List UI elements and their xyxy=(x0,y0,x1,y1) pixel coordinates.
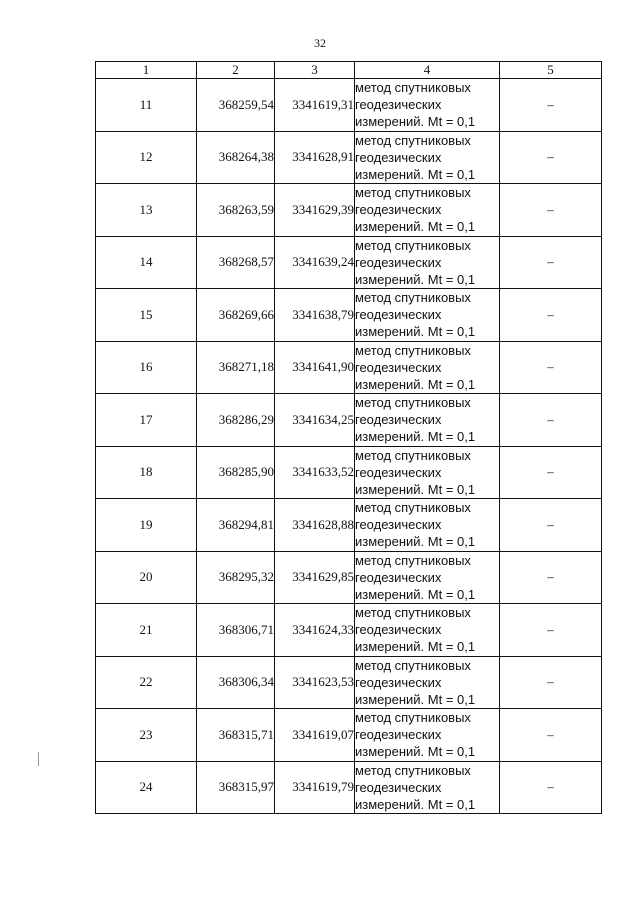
method-line: геодезических xyxy=(355,727,442,743)
note-cell: – xyxy=(500,341,602,394)
method-cell xyxy=(355,761,500,814)
note-cell: – xyxy=(500,184,602,237)
y-coordinate-cell: 3341628,88 xyxy=(275,499,355,552)
y-coordinate-cell: 3341619,79 xyxy=(275,761,355,814)
point-number-cell: 22 xyxy=(96,656,197,709)
method-line: геодезических xyxy=(355,674,442,690)
note-cell: – xyxy=(500,656,602,709)
note-cell: – xyxy=(500,551,602,604)
x-coordinate-cell: 368268,57 xyxy=(197,236,275,289)
method-cell xyxy=(355,709,500,762)
x-coordinate-cell: 368269,66 xyxy=(197,289,275,342)
method-line: геодезических xyxy=(355,202,442,218)
note-cell: – xyxy=(500,131,602,184)
point-number-cell: 12 xyxy=(96,131,197,184)
margin-mark xyxy=(38,752,39,766)
method-line: измерений. Mt = 0,1 xyxy=(355,166,476,182)
table-body xyxy=(96,79,602,814)
method-line: метод спутниковых xyxy=(355,237,471,253)
point-number-cell: 18 xyxy=(96,446,197,499)
page-number: 32 xyxy=(314,36,326,50)
method-line: метод спутниковых xyxy=(355,395,471,411)
table-row xyxy=(96,446,602,499)
y-coordinate-cell: 3341619,07 xyxy=(275,709,355,762)
method-line: измерений. Mt = 0,1 xyxy=(355,219,476,235)
method-cell xyxy=(355,236,500,289)
method-line: геодезических xyxy=(355,517,442,533)
method-line: измерений. Mt = 0,1 xyxy=(355,271,476,287)
method-cell xyxy=(355,394,500,447)
y-coordinate-cell: 3341641,90 xyxy=(275,341,355,394)
note-cell: – xyxy=(500,604,602,657)
note-cell: – xyxy=(500,499,602,552)
method-line: метод спутниковых xyxy=(355,657,471,673)
point-number-cell: 23 xyxy=(96,709,197,762)
point-number-cell: 15 xyxy=(96,289,197,342)
table-row xyxy=(96,79,602,132)
table-header-row xyxy=(96,62,602,79)
method-line: метод спутниковых xyxy=(355,132,471,148)
header-col-5: 5 xyxy=(500,62,602,79)
method-line: измерений. Mt = 0,1 xyxy=(355,639,476,655)
table-row xyxy=(96,236,602,289)
method-line: измерений. Mt = 0,1 xyxy=(355,691,476,707)
table-row xyxy=(96,394,602,447)
x-coordinate-cell: 368306,71 xyxy=(197,604,275,657)
method-line: метод спутниковых xyxy=(355,290,471,306)
x-coordinate-cell: 368286,29 xyxy=(197,394,275,447)
x-coordinate-cell: 368295,32 xyxy=(197,551,275,604)
method-line: геодезических xyxy=(355,412,442,428)
note-cell: – xyxy=(500,289,602,342)
note-cell: – xyxy=(500,236,602,289)
y-coordinate-cell: 3341633,52 xyxy=(275,446,355,499)
y-coordinate-cell: 3341638,79 xyxy=(275,289,355,342)
method-line: измерений. Mt = 0,1 xyxy=(355,744,476,760)
table-row xyxy=(96,709,602,762)
method-line: измерений. Mt = 0,1 xyxy=(355,796,476,812)
x-coordinate-cell: 368315,97 xyxy=(197,761,275,814)
method-line: геодезических xyxy=(355,359,442,375)
note-cell: – xyxy=(500,446,602,499)
method-line: геодезических xyxy=(355,569,442,585)
method-cell xyxy=(355,446,500,499)
y-coordinate-cell: 3341629,39 xyxy=(275,184,355,237)
table-row xyxy=(96,761,602,814)
method-line: измерений. Mt = 0,1 xyxy=(355,376,476,392)
y-coordinate-cell: 3341634,25 xyxy=(275,394,355,447)
method-cell xyxy=(355,604,500,657)
method-line: геодезических xyxy=(355,254,442,270)
point-number-cell: 24 xyxy=(96,761,197,814)
x-coordinate-cell: 368271,18 xyxy=(197,341,275,394)
table-row xyxy=(96,499,602,552)
method-line: геодезических xyxy=(355,307,442,323)
header-col-3: 3 xyxy=(275,62,355,79)
point-number-cell: 13 xyxy=(96,184,197,237)
method-cell xyxy=(355,289,500,342)
table-row xyxy=(96,656,602,709)
point-number-cell: 20 xyxy=(96,551,197,604)
point-number-cell: 21 xyxy=(96,604,197,657)
method-line: метод спутниковых xyxy=(355,552,471,568)
point-number-cell: 11 xyxy=(96,79,197,132)
method-line: геодезических xyxy=(355,464,442,480)
y-coordinate-cell: 3341623,53 xyxy=(275,656,355,709)
method-cell xyxy=(355,656,500,709)
header-col-4: 4 xyxy=(355,62,500,79)
method-line: геодезических xyxy=(355,149,442,165)
method-cell xyxy=(355,341,500,394)
method-line: метод спутниковых xyxy=(355,762,471,778)
table-row xyxy=(96,604,602,657)
x-coordinate-cell: 368259,54 xyxy=(197,79,275,132)
table-row xyxy=(96,184,602,237)
method-cell xyxy=(355,499,500,552)
x-coordinate-cell: 368294,81 xyxy=(197,499,275,552)
point-number-cell: 17 xyxy=(96,394,197,447)
method-line: метод спутниковых xyxy=(355,342,471,358)
note-cell: – xyxy=(500,709,602,762)
method-line: измерений. Mt = 0,1 xyxy=(355,324,476,340)
method-cell xyxy=(355,184,500,237)
table-row xyxy=(96,289,602,342)
method-cell xyxy=(355,79,500,132)
y-coordinate-cell: 3341629,85 xyxy=(275,551,355,604)
x-coordinate-cell: 368264,38 xyxy=(197,131,275,184)
note-cell: – xyxy=(500,394,602,447)
method-line: измерений. Mt = 0,1 xyxy=(355,534,476,550)
method-line: измерений. Mt = 0,1 xyxy=(355,114,476,130)
method-line: метод спутниковых xyxy=(355,605,471,621)
method-line: метод спутниковых xyxy=(355,500,471,516)
method-line: геодезических xyxy=(355,779,442,795)
table-row xyxy=(96,551,602,604)
method-line: метод спутниковых xyxy=(355,185,471,201)
method-line: геодезических xyxy=(355,97,442,113)
coordinates-table xyxy=(95,61,602,814)
header-col-2: 2 xyxy=(197,62,275,79)
note-cell: – xyxy=(500,79,602,132)
method-line: геодезических xyxy=(355,622,442,638)
x-coordinate-cell: 368306,34 xyxy=(197,656,275,709)
y-coordinate-cell: 3341639,24 xyxy=(275,236,355,289)
point-number-cell: 16 xyxy=(96,341,197,394)
y-coordinate-cell: 3341628,91 xyxy=(275,131,355,184)
method-line: измерений. Mt = 0,1 xyxy=(355,586,476,602)
method-cell xyxy=(355,131,500,184)
note-cell: – xyxy=(500,761,602,814)
point-number-cell: 19 xyxy=(96,499,197,552)
method-line: метод спутниковых xyxy=(355,710,471,726)
point-number-cell: 14 xyxy=(96,236,197,289)
method-line: метод спутниковых xyxy=(355,447,471,463)
method-line: метод спутниковых xyxy=(355,80,471,96)
table-row xyxy=(96,341,602,394)
x-coordinate-cell: 368315,71 xyxy=(197,709,275,762)
method-line: измерений. Mt = 0,1 xyxy=(355,429,476,445)
header-col-1: 1 xyxy=(96,62,197,79)
y-coordinate-cell: 3341624,33 xyxy=(275,604,355,657)
method-line: измерений. Mt = 0,1 xyxy=(355,481,476,497)
method-cell xyxy=(355,551,500,604)
y-coordinate-cell: 3341619,31 xyxy=(275,79,355,132)
table-row xyxy=(96,131,602,184)
x-coordinate-cell: 368285,90 xyxy=(197,446,275,499)
x-coordinate-cell: 368263,59 xyxy=(197,184,275,237)
